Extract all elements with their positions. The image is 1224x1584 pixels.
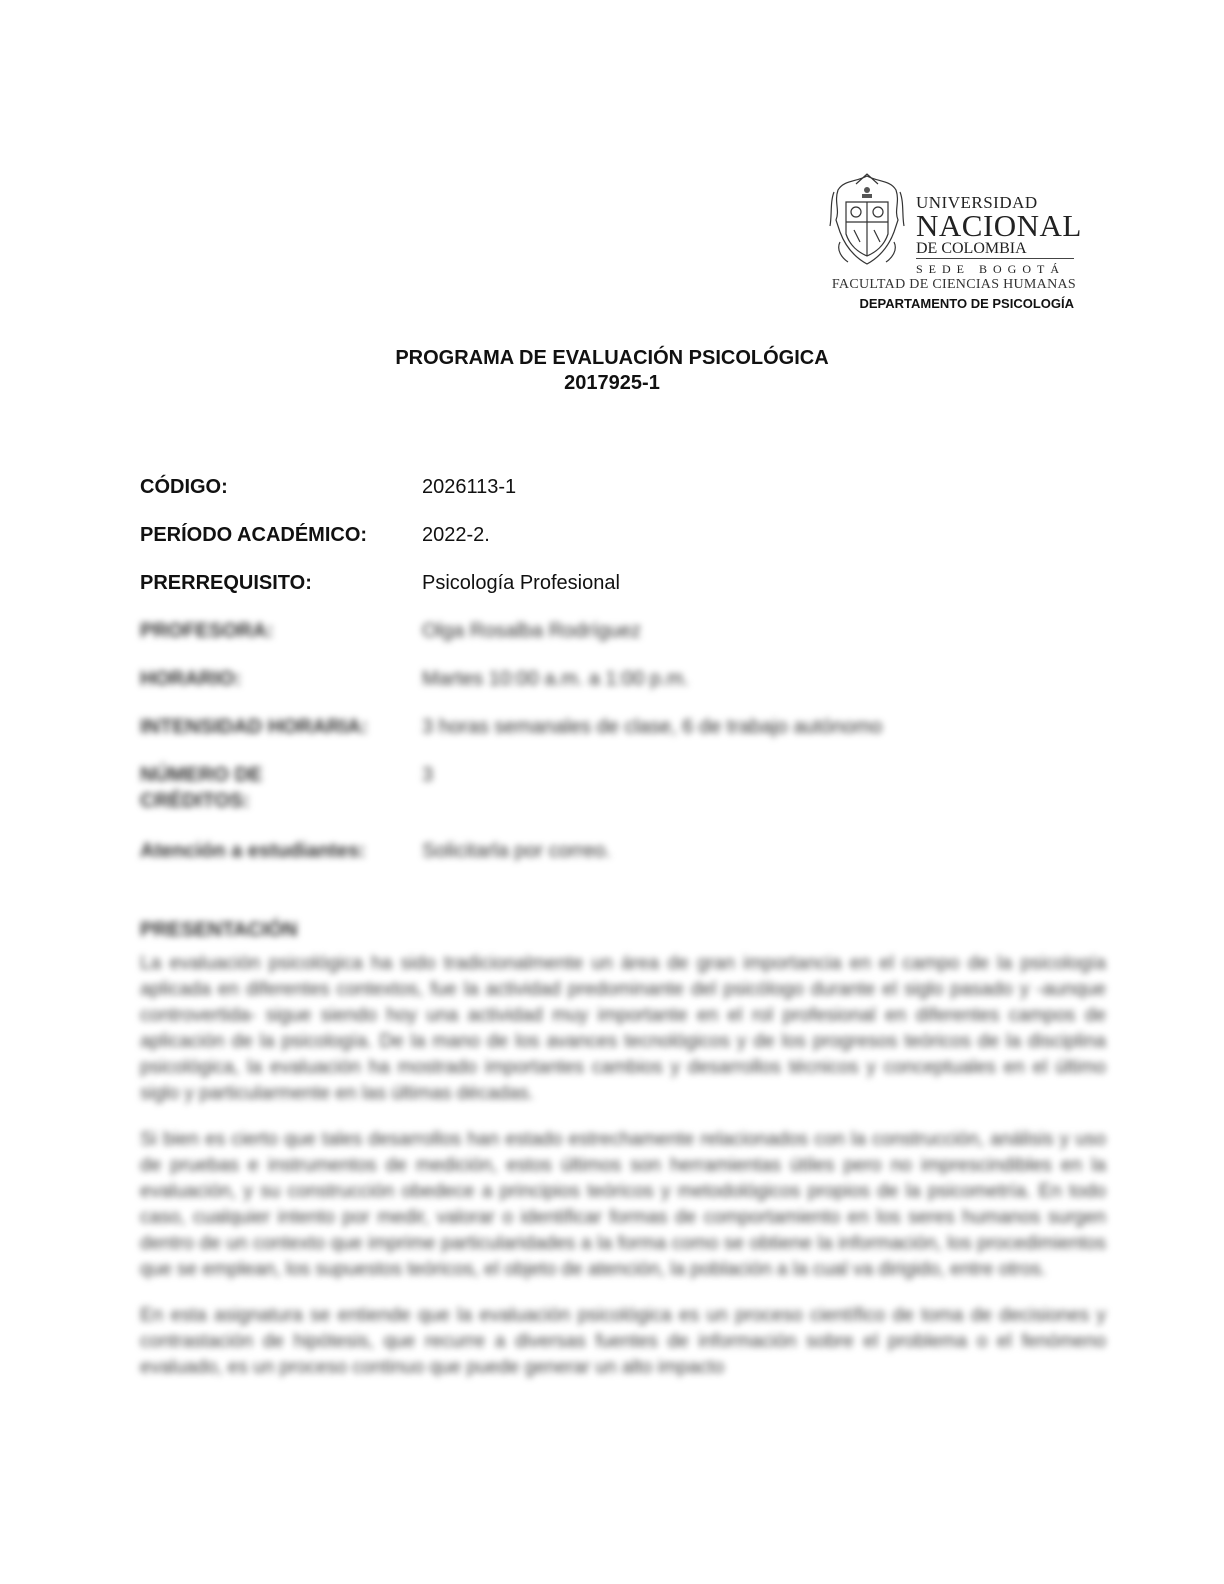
title-line1: PROGRAMA DE EVALUACIÓN PSICOLÓGICA bbox=[395, 347, 829, 369]
info-label: PRERREQUISITO: bbox=[140, 572, 312, 594]
info-row-codigo bbox=[140, 474, 1100, 522]
section-heading: PRESENTACIÓN bbox=[140, 919, 298, 941]
university-logo bbox=[826, 170, 1082, 315]
course-info-table bbox=[140, 474, 1100, 886]
document-title bbox=[0, 346, 1224, 396]
info-label: Atención a estudiantes: bbox=[140, 840, 366, 862]
department-name: DEPARTAMENTO DE PSICOLOGÍA bbox=[859, 296, 1074, 311]
info-row-intensidad bbox=[140, 714, 1100, 762]
info-value: 3 horas semanales de clase, 6 de trabajo autónomo bbox=[422, 716, 883, 738]
university-name bbox=[916, 194, 1082, 277]
faculty-name: FACULTAD DE CIENCIAS HUMANAS bbox=[831, 277, 1076, 292]
info-row-creditos bbox=[140, 762, 1100, 838]
info-label: CÓDIGO: bbox=[140, 476, 228, 498]
university-campus: SEDE BOGOTÁ bbox=[916, 262, 1065, 276]
info-value: 2026113-1 bbox=[422, 476, 517, 498]
university-name-line1: UNIVERSIDAD bbox=[916, 193, 1038, 212]
info-label: PROFESORA: bbox=[140, 620, 274, 642]
title-code: 2017925-1 bbox=[564, 372, 660, 394]
info-row-periodo bbox=[140, 522, 1100, 570]
info-row-prerrequisito bbox=[140, 570, 1100, 618]
info-row-profesora bbox=[140, 618, 1100, 666]
info-label: HORARIO: bbox=[140, 668, 242, 690]
info-label: NÚMERO DE CRÉDITOS: bbox=[140, 764, 263, 812]
info-value: Solicitarla por correo. bbox=[422, 840, 611, 862]
paragraph: Si bien es cierto que tales desarrollos han estado estrechamente relacionados con la construcción, análisis y uso de pruebas e instrumentos de medición, estos últimos son herramientas útiles pero no imprescindibles en la evaluación, y su construcción obedece a principios teóricos y metodológicos propios de la psicometría. En todo caso, cualquier intento por medir, valorar o identificar formas de comportamiento en los seres humanos surgen dentro de un contexto que imprime particularidades a la forma como se obtiene la información, los procedimientos que se emplean, los supuestos teóricos, el objeto de atención, la población a la cual va dirigido, entre otros. bbox=[140, 1129, 1106, 1280]
info-label: INTENSIDAD HORARIA: bbox=[140, 716, 368, 738]
university-name-line3: DE COLOMBIA bbox=[916, 241, 1074, 259]
presentation-section bbox=[140, 917, 1106, 1401]
university-name-line2: NACIONAL bbox=[916, 208, 1082, 243]
university-seal-icon bbox=[826, 172, 908, 268]
info-value: Olga Rosalba Rodríguez bbox=[422, 620, 642, 642]
info-value: Psicología Profesional bbox=[422, 572, 620, 594]
info-value: Martes 10:00 a.m. a 1:00 p.m. bbox=[422, 668, 689, 690]
info-row-horario bbox=[140, 666, 1100, 714]
info-label: PERÍODO ACADÉMICO: bbox=[140, 524, 368, 546]
info-value: 2022-2. bbox=[422, 524, 490, 546]
paragraph: La evaluación psicológica ha sido tradicionalmente un área de gran importancia en el campo de la psicología aplicada en diferentes contextos, fue la actividad predominante del psicólogo durante el siglo pasado y -aunque controvertida- sigue siendo hoy una actividad muy importante en el rol profesional en diferentes campos de aplicación de la psicología. De la mano de los avances tecnológicos y de los progresos teóricos de la disciplina psicológica, la evaluación ha mostrado importantes cambios y desarrollos técnicos y conceptuales en el último siglo y particularmente en las últimas décadas. bbox=[140, 953, 1106, 1104]
info-row-atencion bbox=[140, 838, 1100, 886]
info-value: 3 bbox=[422, 764, 434, 786]
paragraph: En esta asignatura se entiende que la evaluación psicológica es un proceso científico de toma de decisiones y contrastación de hipótesis, que recurre a diversas fuentes de información sobre el problema o el fenómeno evaluado, es un proceso continuo que puede generar un alto impacto bbox=[140, 1305, 1106, 1378]
